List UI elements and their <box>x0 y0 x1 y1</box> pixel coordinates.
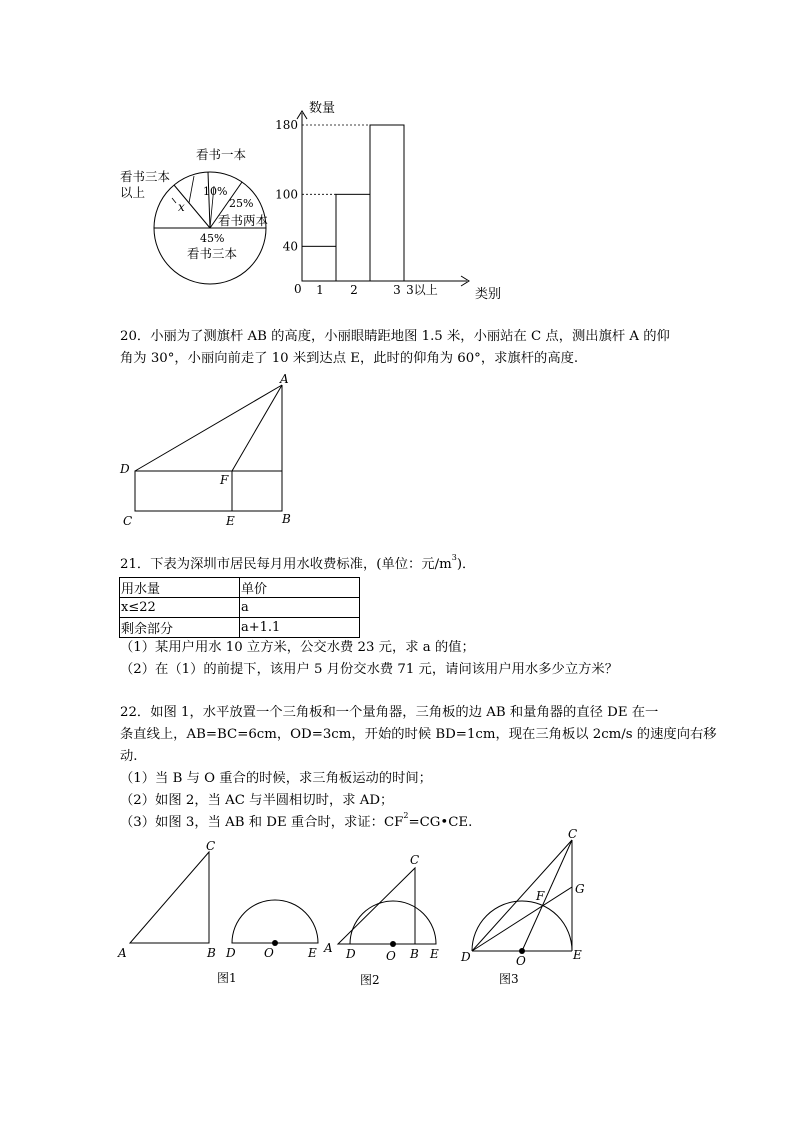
pie-label-x: x <box>178 200 185 214</box>
fig1-point-b: B <box>207 946 216 960</box>
q21-intro-sup: 3 <box>451 553 457 562</box>
fig2-point-c: C <box>410 853 420 867</box>
pie-label-three-books: 看书三本 <box>187 246 238 261</box>
q20-text <box>120 326 670 370</box>
q21-intro-text: 21．下表为深圳市居民每月用水收费标准，(单位：元/m <box>120 557 452 572</box>
y-tick-label: 180 <box>275 118 298 132</box>
flag-point-c: C <box>123 514 133 528</box>
q22-sub3-post: =CG•CE. <box>408 815 473 830</box>
pie-label-one-book: 看书一本 <box>196 147 247 162</box>
y-tick-label: 40 <box>282 239 298 254</box>
q22-sub3-sup: 2 <box>403 811 409 820</box>
fig1-point-c: C <box>206 839 216 853</box>
fig1-point-o: O <box>264 946 274 960</box>
q20-line1: 20．小丽为了测旗杆 AB 的高度，小丽眼睛距地图 1.5 米，小丽站在 C 点，测出旗杆 A 的仰 <box>120 329 670 344</box>
flag-point-f: F <box>220 473 229 487</box>
bar-3 <box>370 125 404 281</box>
q20-line2: 角为 30°，小丽向前走了 10 米到达点 E，此时的仰角为 60°，求旗杆的高度. <box>120 351 579 366</box>
pie-percent-one-book: 10% <box>203 185 228 198</box>
fig3-point-g: G <box>575 882 585 896</box>
table-row <box>120 618 360 638</box>
q22-sub3-pre: （3）如图 3，当 AB 和 DE 重合时，求证：CF <box>120 815 404 830</box>
pie-chart <box>110 140 290 275</box>
q22-line2: 条直线上，AB=BC=6cm，OD=3cm，开始的时候 BD=1cm，现在三角板以 2cm/s 的速度向右移 <box>120 727 717 742</box>
q21-intro <box>120 554 475 576</box>
q21-sub2: （2）在（1）的前提下，该用户 5 月份交水费 71 元，请问该用户用水多少立方米？ <box>120 662 619 677</box>
water-price-table <box>119 577 360 638</box>
fig2-point-b: B <box>410 947 419 961</box>
fig2-point-e: E <box>430 947 439 961</box>
table-cell: a <box>240 598 360 618</box>
table-header-cell: 用水量 <box>120 578 240 598</box>
fig3-point-o: O <box>516 954 526 968</box>
x-tick-label: 1 <box>316 283 324 297</box>
flag-point-d: D <box>120 462 130 476</box>
pie-label-three-plus-l2: 以上 <box>120 185 146 200</box>
x-tick-label: 3以上 <box>406 283 438 297</box>
q21-intro-end: )． <box>456 557 476 572</box>
y-axis-label: 数量 <box>309 101 336 116</box>
flag-point-b: B <box>282 512 291 526</box>
pie-label-three-plus-l1: 看书三本 <box>120 169 171 184</box>
bar-2 <box>336 194 370 281</box>
pie-percent-three-books: 45% <box>200 232 225 245</box>
table-cell: 剩余部分 <box>120 618 240 638</box>
fig3-point-e: E <box>573 948 582 962</box>
fig2-point-a: A <box>324 941 333 955</box>
flag-point-a: A <box>280 372 289 386</box>
table-cell: a+1.1 <box>240 618 360 638</box>
fig3-point-d: D <box>461 950 471 964</box>
fig2-point-d: D <box>346 947 356 961</box>
fig1-point-d: D <box>226 946 236 960</box>
bar-1 <box>302 246 336 281</box>
bar-chart <box>275 95 520 307</box>
q22-line3: 动. <box>120 749 138 764</box>
x-tick-label: 3 <box>393 283 401 297</box>
fig1-point-a: A <box>118 946 127 960</box>
table-header-row <box>120 578 360 598</box>
flag-point-e: E <box>226 514 235 528</box>
fig3-caption: 图3 <box>499 972 519 986</box>
table-cell: x≤22 <box>120 598 240 618</box>
figure-1 <box>110 835 335 995</box>
table-header-cell: 单价 <box>240 578 360 598</box>
q22-sub3 <box>120 812 717 834</box>
table-row <box>120 598 360 618</box>
fig3-point-c: C <box>568 827 578 841</box>
fig1-caption: 图1 <box>217 971 237 985</box>
origin-label: 0 <box>294 282 302 296</box>
x-tick-label: 2 <box>350 283 358 297</box>
figure-3 <box>455 825 595 995</box>
q22-sub2: （2）如图 2，当 AC 与半圆相切时，求 AD； <box>120 793 394 808</box>
figure-2 <box>318 850 448 1000</box>
q22-sub1: （1）当 B 与 O 重合的时候，求三角板运动的时间； <box>120 771 432 786</box>
q22-text <box>120 702 717 834</box>
fig1-point-e: E <box>308 946 317 960</box>
fig2-point-o: O <box>386 949 396 963</box>
flagpole-figure <box>115 370 305 530</box>
q21-subquestions <box>120 637 618 681</box>
pie-label-two-books: 看书两本 <box>218 213 269 228</box>
fig2-caption: 图2 <box>360 973 380 987</box>
q21-sub1: （1）某用户用水 10 立方米，公交水费 23 元，求 a 的值； <box>120 640 475 655</box>
q22-line1: 22．如图 1，水平放置一个三角板和一个量角器，三角板的边 AB 和量角器的直径 DE 在一 <box>120 705 659 720</box>
pie-percent-two-books: 25% <box>229 197 254 210</box>
x-axis-label: 类别 <box>475 287 502 302</box>
y-tick-label: 100 <box>275 187 298 202</box>
fig3-point-f: F <box>536 889 545 903</box>
